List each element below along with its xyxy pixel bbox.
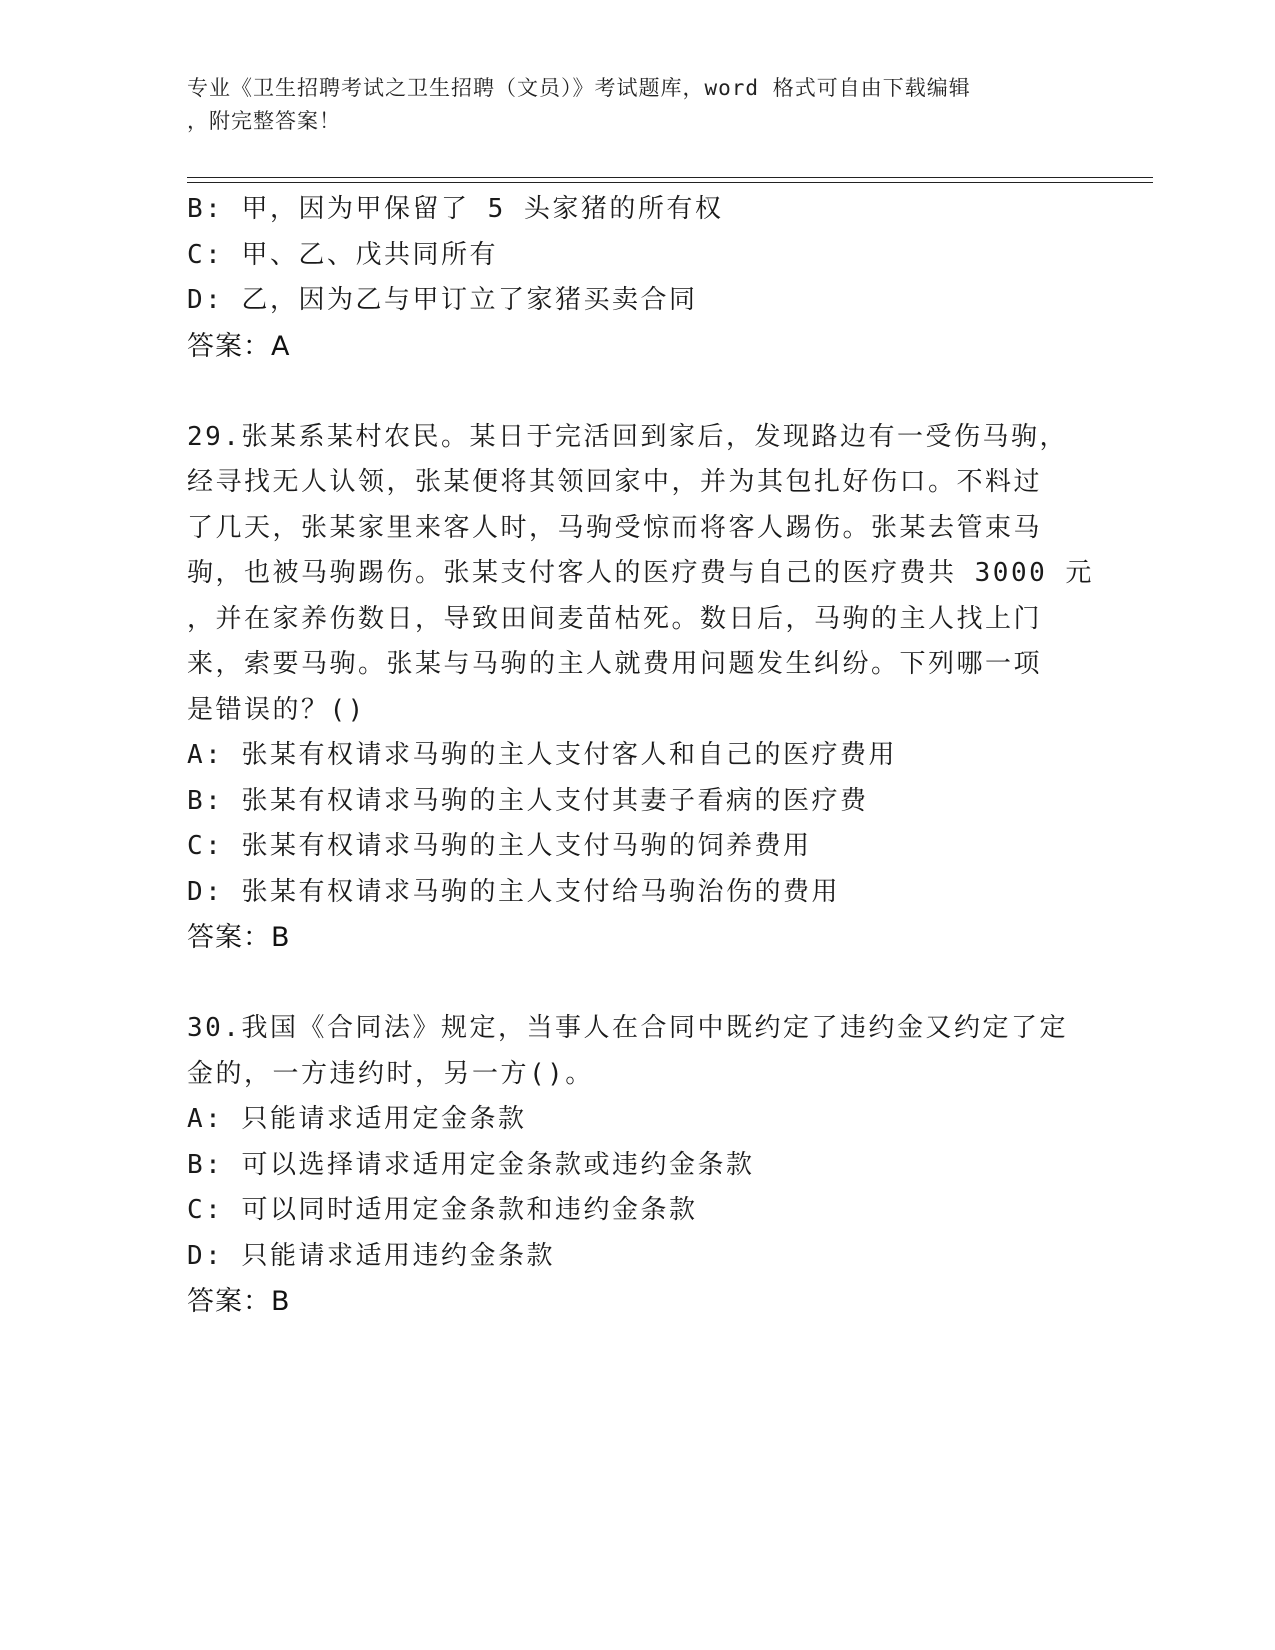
question-stem-line: 是错误的？() (187, 694, 366, 725)
option-d: D: 张某有权请求马驹的主人支付给马驹治伤的费用 (187, 876, 840, 907)
answer-line: 答案：B (187, 1286, 291, 1317)
option-c: C: 张某有权请求马驹的主人支付马驹的饲养费用 (187, 831, 812, 861)
page-header (187, 72, 1067, 138)
answer-line: 答案：B (187, 922, 291, 953)
option-b: B: 张某有权请求马驹的主人支付其妻子看病的医疗费 (187, 785, 869, 816)
question-stem-line: ，并在家养伤数日，导致田间麦苗枯死。数日后，马驹的主人找上门 (187, 603, 1043, 634)
option-b: B: 可以选择请求适用定金条款或违约金条款 (187, 1149, 755, 1180)
header-divider-top (187, 177, 1153, 178)
spacer (187, 369, 1087, 415)
option-c: C: 甲、乙、戊共同所有 (187, 239, 498, 270)
question-stem-line: 驹，也被马驹踢伤。张某支付客人的医疗费与自己的医疗费共 3000 元 (187, 558, 1094, 588)
question-stem-line: 了几天，张某家里来客人时，马驹受惊而将客人踢伤。张某去管束马 (187, 512, 1043, 543)
answer-line: 答案：A (187, 330, 291, 362)
question-29 (187, 415, 1094, 961)
question-30 (187, 1006, 1087, 1325)
question-stem-line: 经寻找无人认领，张某便将其领回家中，并为其包扎好伤口。不料过 (187, 467, 1043, 497)
question-stem-line: 来，索要马驹。张某与马驹的主人就费用问题发生纠纷。下列哪一项 (187, 649, 1043, 679)
question-stem-line: 30.我国《合同法》规定，当事人在合同中既约定了违约金又约定了定 (187, 1013, 1068, 1043)
question-28-continued (187, 187, 1087, 369)
option-b: B: 甲，因为甲保留了 5 头家猪的所有权 (187, 194, 724, 224)
header-line-2: ，附完整答案！ (187, 109, 341, 133)
document-body (187, 187, 1094, 1325)
option-a: A: 只能请求适用定金条款 (187, 1104, 527, 1134)
header-divider-bottom (187, 182, 1153, 183)
option-d: D: 只能请求适用违约金条款 (187, 1240, 555, 1271)
spacer (187, 961, 1087, 1007)
option-a: A: 张某有权请求马驹的主人支付客人和自己的医疗费用 (187, 740, 897, 770)
option-c: C: 可以同时适用定金条款和违约金条款 (187, 1195, 698, 1225)
question-stem-line: 29.张某系某村农民。某日于完活回到家后，发现路边有一受伤马驹， (187, 421, 1068, 452)
header-line-1: 专业《卫生招聘考试之卫生招聘（文员）》考试题库，word 格式可自由下载编辑 (187, 76, 971, 100)
question-stem-line: 金的，一方违约时，另一方()。 (187, 1058, 594, 1089)
option-d: D: 乙，因为乙与甲订立了家猪买卖合同 (187, 285, 698, 315)
